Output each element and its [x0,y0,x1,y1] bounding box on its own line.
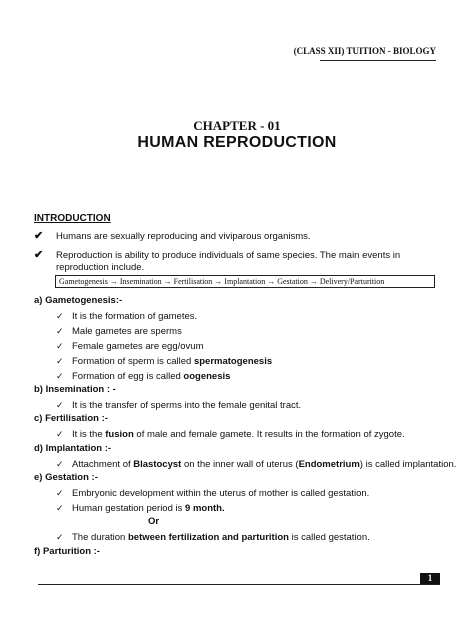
intro-item [34,250,444,274]
bullet-text: It is the [72,429,106,440]
header-tag: (CLASS XII) TUITION - BIOLOGY [293,46,436,56]
bullet-text: Formation of egg is called [72,371,184,382]
list-item [56,355,446,368]
bullet-text: of male and female gamete. It results in the formation of zygote. [133,429,405,440]
list-item [56,340,446,353]
bullet-icon: ✓ [56,311,64,321]
bullet-text: is called gestation. [288,532,370,543]
list-item [56,310,446,323]
bullet-text: Male gametes are sperms [72,326,182,337]
sub-heading-gametogenesis: a) Gametogenesis:- [34,295,123,306]
bullet-term: fusion [105,429,134,440]
bullet-icon: ✓ [56,532,64,542]
bullet-text: It is the formation of gametes. [72,311,198,322]
intro-text: Humans are sexually reproducing and viviparous organisms. [56,231,311,242]
bullet-text: on the inner wall of uterus ( [181,459,299,470]
sub-heading-implantation: d) Implantation :- [34,443,112,454]
intro-text: Reproduction is ability to produce individuals of same species. The main events in reproduction include. [56,250,401,273]
list-item [56,502,446,515]
bullet-term: 9 month. [185,503,225,514]
bullet-icon: ✓ [56,503,64,513]
bullet-icon: ✓ [56,400,64,410]
sub-heading-gestation: e) Gestation :- [34,472,98,483]
list-item [56,399,446,412]
bullet-term: Blastocyst [133,459,182,470]
list-item [56,487,446,500]
page-number: 1 [420,573,440,584]
bullet-text: ) is called implantation. [359,459,457,470]
sub-heading-fertilisation: c) Fertilisation :- [34,413,108,424]
sub-heading-insemination: b) Insemination : - [34,384,116,395]
bullet-text: It is the transfer of sperms into the female genital tract. [72,400,302,411]
check-icon: ✔ [34,249,44,261]
list-item [56,531,446,544]
bullet-text: Human gestation period is [72,503,186,514]
bullet-icon: ✓ [56,326,64,336]
bullet-term: Endometrium [298,459,360,470]
section-heading-introduction: INTRODUCTION [34,213,111,224]
chapter-title: HUMAN REPRODUCTION [137,134,337,151]
sub-heading-parturition: f) Parturition :- [34,546,100,557]
bullet-icon: ✓ [56,459,64,469]
events-box: Gametogenesis → Insemination → Fertilisation → Implantation → Gestation → Delivery/Parturition [55,275,435,288]
intro-item [34,231,444,243]
bullet-icon: ✓ [56,488,64,498]
list-item [56,428,446,441]
or-separator: Or [148,516,160,527]
bullet-term: oogenesis [183,371,231,382]
bullet-text: The duration [72,532,128,543]
list-item [56,325,446,338]
bullet-text: Attachment of [72,459,134,470]
list-item [56,370,446,383]
bullet-icon: ✓ [56,356,64,366]
bullet-text: Female gametes are egg/ovum [72,341,204,352]
check-icon: ✔ [34,230,44,242]
bullet-term: between fertilization and parturition [127,532,289,543]
header-rule [320,60,436,61]
bullet-icon: ✓ [56,429,64,439]
chapter-label: CHAPTER - 01 [193,118,281,133]
bullet-text: Embryonic development within the uterus of mother is called gestation. [72,488,370,499]
footer-rule [38,584,440,585]
bullet-text: Formation of sperm is called [72,356,194,367]
bullet-term: spermatogenesis [193,356,273,367]
list-item [56,458,457,471]
bullet-icon: ✓ [56,371,64,381]
bullet-icon: ✓ [56,341,64,351]
